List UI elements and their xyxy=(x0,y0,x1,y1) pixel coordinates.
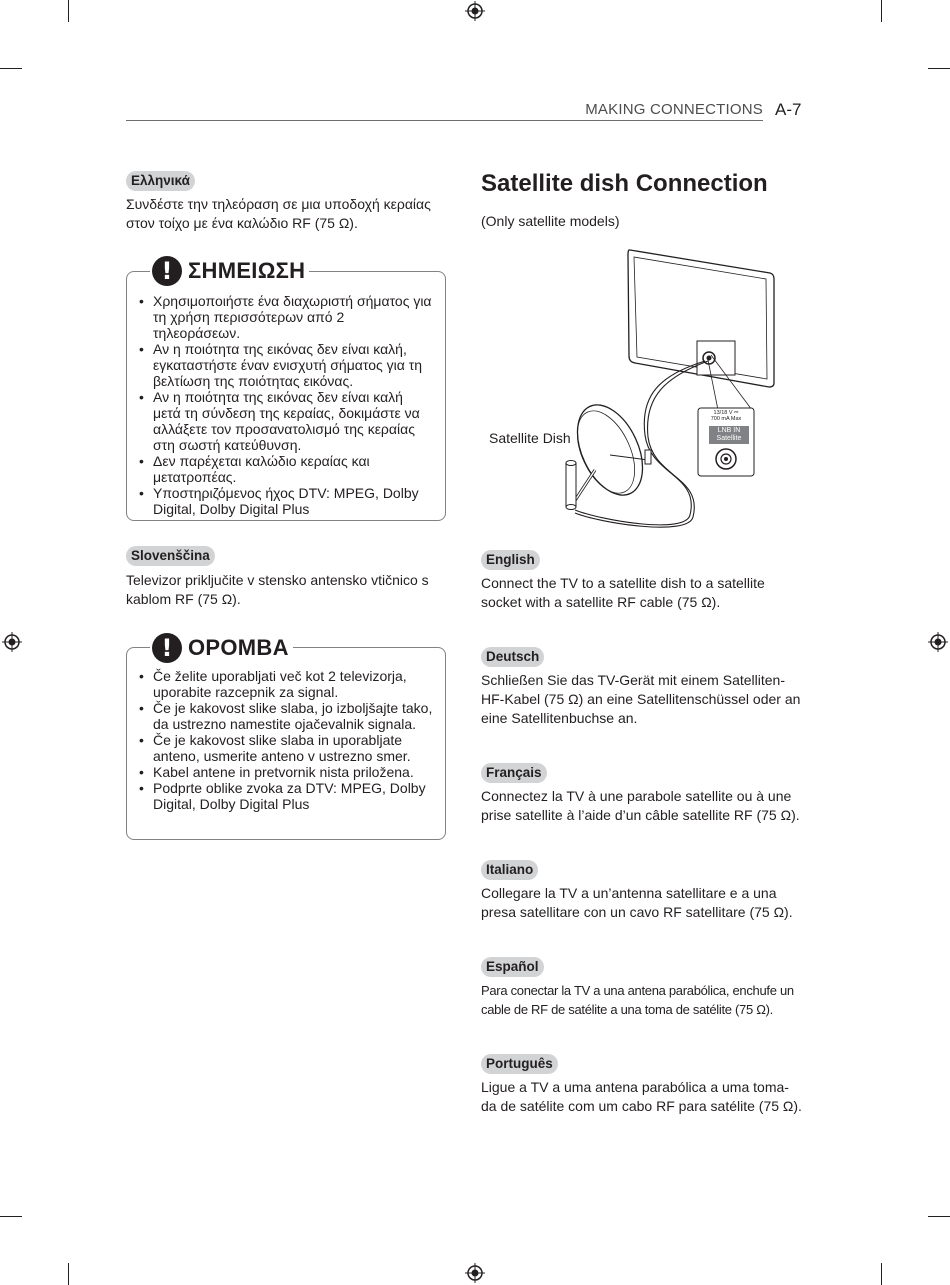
list-item: • Χρησιμοποιήστε ένα διαχωριστή σήματος για τη χρήση περισσότερων από 2 τηλεοράσεων. xyxy=(137,293,433,341)
language-badge-slovene: Slovenščina xyxy=(126,546,215,566)
exclamation-icon: ! xyxy=(152,633,182,663)
greek-note-list xyxy=(137,293,433,517)
exclamation-icon: ! xyxy=(152,256,182,286)
language-badge-english: English xyxy=(481,550,540,570)
tv-back-illustration xyxy=(628,250,774,387)
crop-mark xyxy=(928,68,950,69)
list-item: • Podprte oblike zvoka za DTV: MPEG, Dolby Digital, Dolby Digital Plus xyxy=(137,780,433,812)
language-badge-francais: Français xyxy=(481,763,547,783)
crop-mark xyxy=(0,68,22,69)
satellite-dish-illustration xyxy=(564,395,655,510)
registration-mark-icon xyxy=(928,632,948,652)
list-item: • Αν η ποιότητα της εικόνας δεν είναι καλή, εγκαταστήστε έναν ενισχυτή σήματος για τη βελτίωση της ποιότητας εικόνας. xyxy=(137,341,433,389)
portugues-paragraph: Ligue a TV a uma antena parabólica a uma toma-da de satélite com um cabo RF para satélite (75 Ω). xyxy=(481,1079,802,1114)
registration-mark-icon xyxy=(2,632,22,652)
crop-mark xyxy=(68,0,69,22)
dish-label: Satellite Dish xyxy=(489,430,571,446)
lnb-port-label: LNB IN Satellite xyxy=(709,426,749,444)
note-title: OPOMBA xyxy=(188,635,289,660)
greek-paragraph: Συνδέστε την τηλεόραση σε μια υποδοχή κεραίας στον τοίχο με ένα καλώδιο RF (75 Ω). xyxy=(126,196,431,231)
crop-mark xyxy=(0,1216,22,1217)
slovene-paragraph: Televizor priključite v stensko antensko vtičnico s kablom RF (75 Ω). xyxy=(126,572,429,607)
slovene-note-list xyxy=(137,668,433,812)
crop-mark xyxy=(68,1263,69,1285)
crop-mark xyxy=(881,1263,882,1285)
list-item: • Kabel antene in pretvornik nista priložena. xyxy=(137,764,433,780)
port-spec-label: 13/18 V ⎓ 700 mA Max xyxy=(710,410,742,422)
language-badge-italiano: Italiano xyxy=(481,860,538,880)
section-subtitle: (Only satellite models) xyxy=(481,213,620,229)
english-paragraph: Connect the TV to a satellite dish to a satellite socket with a satellite RF cable (75 Ω). xyxy=(481,575,765,610)
satellite-connection-illustration xyxy=(540,245,780,540)
crop-mark xyxy=(881,0,882,22)
francais-paragraph: Connectez la TV à une parabole satellite ou à une prise satellite à l’aide d’un câble satellite RF (75 Ω). xyxy=(481,788,800,823)
slovene-note-header xyxy=(150,633,293,663)
page-number: A-7 xyxy=(775,100,802,119)
list-item: • Δεν παρέχεται καλώδιο κεραίας και μετατροπέας. xyxy=(137,453,433,485)
note-title: ΣΗΜΕΙΩΣΗ xyxy=(188,258,306,283)
list-item: • Υποστηριζόμενος ήχος DTV: MPEG, Dolby Digital, Dolby Digital Plus xyxy=(137,485,433,517)
espanol-paragraph: Para conectar la TV a una antena parabólica, enchufe un cable de RF de satélite a una toma de satélite (75 Ω). xyxy=(481,983,794,1017)
list-item: • Če je kakovost slike slaba, jo izboljšajte tako, da ustrezno namestite ojačevalnik signala. xyxy=(137,700,433,732)
registration-mark-icon xyxy=(465,1,485,21)
greek-note-header xyxy=(150,256,309,286)
deutsch-paragraph: Schließen Sie das TV-Gerät mit einem Satelliten-HF-Kabel (75 Ω) an eine Satellitenschüssel oder an eine Satellitenbuchse an. xyxy=(481,672,801,726)
language-badge-greek: Ελληνικά xyxy=(126,171,195,191)
list-item: • Če želite uporabljati več kot 2 televizorja, uporabite razcepnik za signal. xyxy=(137,668,433,700)
list-item: • Če je kakovost slike slaba in uporabljate anteno, usmerite anteno v ustrezno smer. xyxy=(137,732,433,764)
language-badge-deutsch: Deutsch xyxy=(481,647,544,667)
header-divider xyxy=(126,120,763,121)
registration-mark-icon xyxy=(465,1263,485,1283)
crop-mark xyxy=(928,1216,950,1217)
language-badge-espanol: Español xyxy=(481,957,544,977)
list-item: • Αν η ποιότητα της εικόνας δεν είναι καλή μετά τη σύνδεση της κεραίας, δοκιμάστε να αλλάξετε τον προσανατολισμό της κεραίας στη σωστή κατεύθυνση. xyxy=(137,389,433,453)
section-title: MAKING CONNECTIONS xyxy=(585,101,763,118)
italiano-paragraph: Collegare la TV a un’antenna satellitare e a una presa satellitare con un cavo RF satellitare (75 Ω). xyxy=(481,885,793,920)
section-heading: Satellite dish Connection xyxy=(481,170,768,197)
language-badge-portugues: Português xyxy=(481,1054,558,1074)
